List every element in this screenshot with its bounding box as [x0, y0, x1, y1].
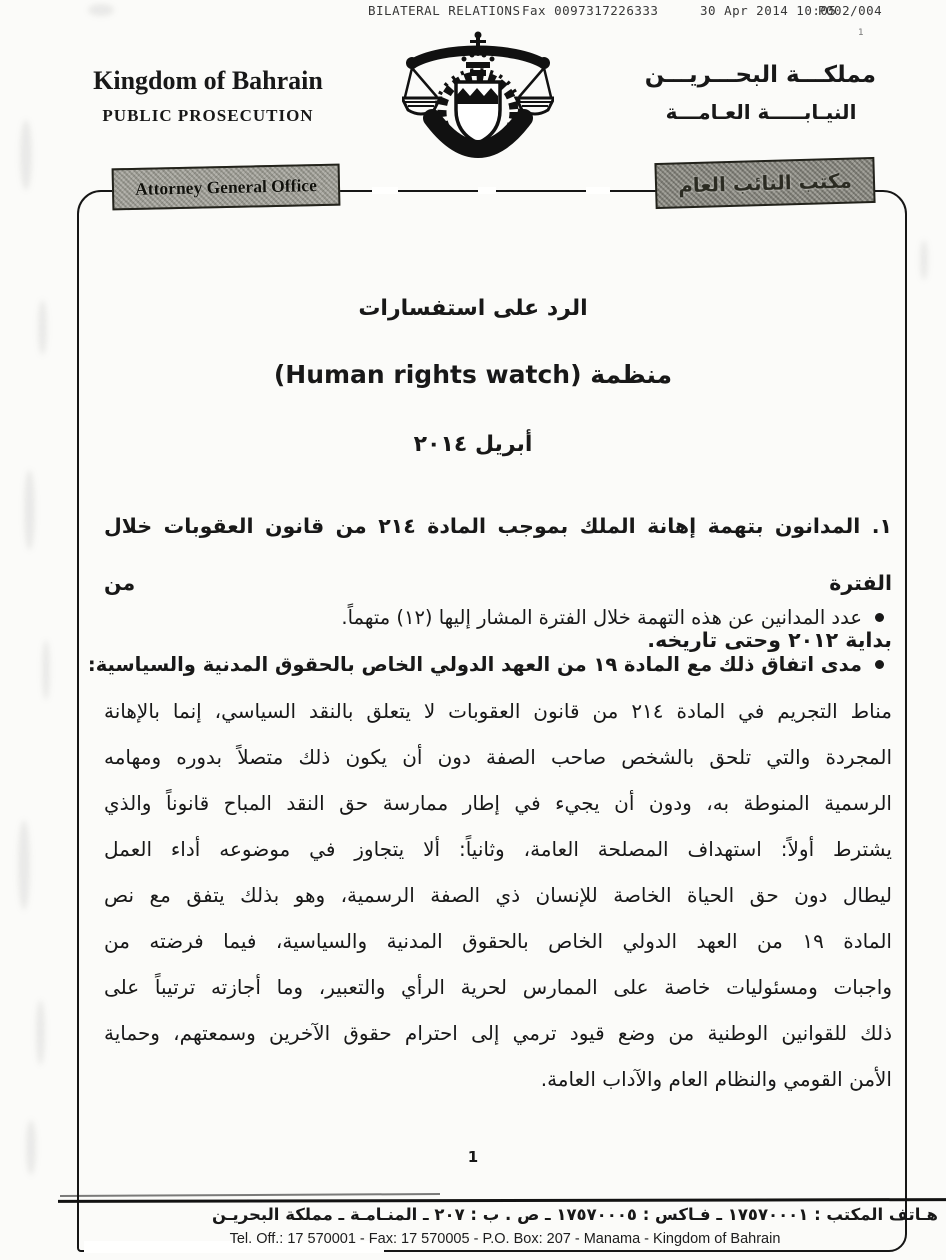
frame-line-break [586, 187, 610, 194]
kingdom-title-en: Kingdom of Bahrain [93, 66, 323, 95]
doc-title-date: أبريل ٢٠١٤ [413, 432, 533, 457]
bullet-dot-icon [875, 613, 884, 622]
scan-noise [920, 240, 928, 280]
bullet-dot-icon [875, 660, 884, 669]
text-line: ليطال دون حق الحياة الخاصة للإنسان ذي الصفة الرسمية، وهو بذلك يتفق مع نص [104, 883, 892, 907]
bullet-list [87, 598, 892, 692]
fax-station-id: BILATERAL RELATIONS [368, 3, 521, 18]
text-line: ١. المدانون بتهمة إهانة الملك بموجب المادة ٢١٤ من قانون العقوبات خلال الفترة من [104, 514, 893, 595]
text-line: المادة ١٩ من العهد الدولي الخاص بالحقوق المدنية والسياسية، فيما فرضته من [104, 929, 892, 953]
bullet-text: عدد المدانين عن هذه التهمة خلال الفترة المشار إليها (١٢) متهماً. [341, 606, 862, 629]
text-line: بداية ٢٠١٢ وحتى تاريخه. [647, 628, 892, 652]
fax-datetime: 30 Apr 2014 10:05 [700, 3, 837, 18]
doc-title-organization: منظمة (Human rights watch) [273, 360, 673, 389]
public-prosecution-subtitle-ar: النيـابـــــة العـامـــة [665, 100, 857, 124]
attorney-general-office-stamp-ar: مكتب النائب العام [654, 157, 875, 209]
footer-contact-arabic: هـاتف المكتب : ١٧٥٧٠٠٠١ ـ فـاكس : ١٧٥٧٠٠٠٥ ـ ص . ب : ٢٠٧ ـ المنـامـة ـ مملكة البحريـن [212, 1205, 938, 1224]
scan-noise [26, 1120, 36, 1175]
text-line: الرسمية المنوطة به، ودون أن يجيء في إطار ممارسة حق النقد المباح قانوناً والذي [104, 791, 892, 815]
text-line: ذلك للقوانين الوطنية من وضع قيود ترمي إلى احترام حقوق الآخرين وسمعتهم، وحماية [104, 1021, 892, 1045]
doc-title-response: الرد على استفسارات [358, 296, 588, 321]
scan-noise [36, 1000, 45, 1065]
bullet-text: مدى اتفاق ذلك مع المادة ١٩ من العهد الدولي الخاص بالحقوق المدنية والسياسية: [87, 653, 862, 676]
scan-noise [18, 820, 30, 910]
text-line: مناط التجريم في المادة ٢١٤ من قانون العقوبات لا يتعلق بالنقد السياسي، إنما بالإهانة [104, 699, 892, 723]
scan-noise [88, 4, 114, 16]
text-line: واجبات ومسئوليات خاصة على الممارس لحرية الرأي والتعبير، وما أجازته ترتيباً على [104, 975, 892, 999]
bullet-item-convicted-count [104, 598, 892, 638]
scan-noise [38, 300, 47, 355]
public-prosecution-subtitle-en: PUBLIC PROSECUTION [102, 106, 314, 125]
fax-transmission-header [0, 3, 946, 23]
body-paragraph-legal-analysis [104, 688, 892, 1102]
scan-speck: 1 [858, 28, 864, 38]
kingdom-title-ar: مملكـــة البحـــريـــن [644, 62, 876, 88]
scan-noise [20, 120, 32, 190]
text-line: يشترط أولاً: استهداف المصلحة العامة، وثانياً: ألا يتجاوز في موضوعه أداء العمل [104, 837, 892, 861]
scales-of-justice-emblem-icon [402, 30, 554, 168]
page-number: 1 [467, 1148, 479, 1166]
letterhead-english [78, 66, 338, 126]
frame-line-break [478, 187, 496, 194]
scan-noise [42, 640, 50, 700]
text-line: المجردة والتي تلحق بالشخص صاحب الصفة دون أن يكون ذلك متصلاً بدوره ومهامه [104, 745, 892, 769]
fax-sender-number: Fax 0097317226333 [522, 3, 659, 18]
fax-page-counter: P002/004 [818, 3, 883, 18]
letterhead-arabic [646, 62, 876, 124]
text-line: الأمن القومي والنظام العام والآداب العامة. [540, 1067, 892, 1091]
footer-contact-english: Tel. Off.: 17 570001 - Fax: 17 570005 - P.O. Box: 207 - Manama - Kingdom of Bahrain [229, 1231, 781, 1247]
frame-line-break [372, 187, 398, 194]
scan-noise [24, 470, 35, 550]
attorney-general-office-stamp: Attorney General Office [112, 164, 341, 211]
bullet-item-article-19-compliance [87, 645, 892, 685]
